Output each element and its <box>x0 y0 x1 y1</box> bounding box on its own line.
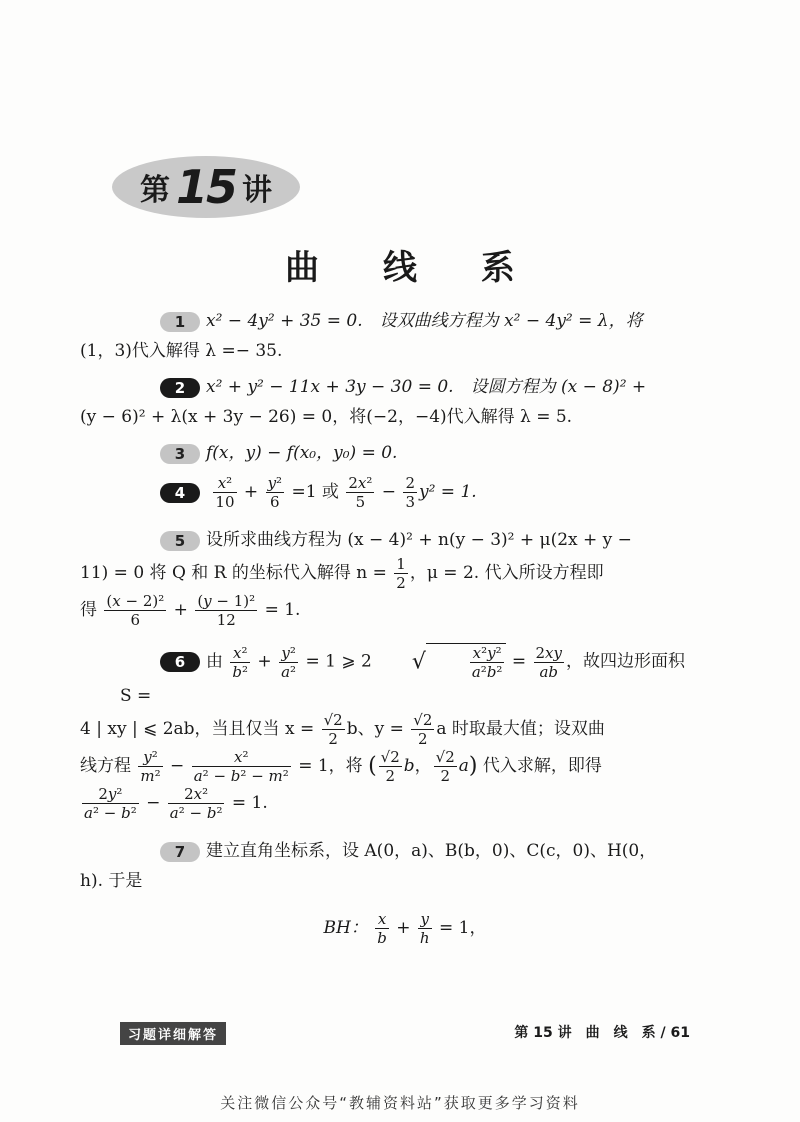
problem-2: 2 x² + y² − 11x + 3y − 30 = 0. 设圆方程为 (x − 8)² + (y − 6)² + λ(x + 3y − 26) = 0，将(−2，−4)代入解得 λ = 5. <box>80 377 647 427</box>
solutions-content <box>80 306 690 953</box>
lecture-title: 曲 线 系 <box>285 248 541 288</box>
footer-page-info: 第 15 讲 曲 线 系 / 61 <box>514 1025 690 1041</box>
problem-3: 3 f(x，y) − f(x₀，y₀) = 0. <box>120 438 690 468</box>
chapter-badge <box>112 156 300 218</box>
chapter-number: 15 <box>175 160 236 214</box>
problem-number-badge: 7 <box>160 842 200 862</box>
problem-number-badge: 3 <box>160 444 200 464</box>
watermark-text: 关注微信公众号“教辅资料站”获取更多学习资料 <box>220 1094 580 1112</box>
problem-7: 7 建立直角坐标系，设 A(0，a)、B(b，0)、C(c，0)、H(0， h). 于是 BH： $\frac{x}{b}$ + $\frac{y}{h}$ = 1， <box>80 841 657 947</box>
problem-number-badge: 1 <box>160 312 200 332</box>
footer-section-label: 习题详细解答 <box>120 1022 226 1045</box>
chapter-prefix: 第 <box>139 173 170 208</box>
chapter-suffix: 讲 <box>242 173 272 208</box>
problem-number-badge: 4 <box>160 483 200 503</box>
problem-number-badge: 2 <box>160 378 200 398</box>
problem-1: 1 x² − 4y² + 35 = 0. 设双曲线方程为 x² − 4y² = λ，将 (1，3)代入解得 λ =− 35. <box>80 311 643 361</box>
problem-number-badge: 6 <box>160 652 200 672</box>
problem-4: 4 $\frac{\text{x²}}{10}$ + $\frac{\text{y²}}{6}$ =1 或 $\frac{\text{2x²}}{5}$ − $\frac{2}{3}$ y² = 1. <box>120 474 690 511</box>
problem-number-badge: 5 <box>160 531 200 551</box>
problem-5: 5 设所求曲线方程为 (x − 4)² + n(y − 3)² + μ(2x + y − 11) = 0 将 Q 和 R 的坐标代入解得 n = $\frac{1}{2}$ ，μ = 2. 代入所设方程即 得 $\frac{\text{(x − 2)²}}{6}$ + $\frac{\text{(y − 1)²}}{12}$ = 1. <box>80 530 632 629</box>
problem-6: 6 由 $\frac{\text{x²}}{\text{b²}}$ + $\frac{\text{y²}}{\text{a²}}$ = 1 ⩾ 2 √ $\frac{\text{x²y²}}{\text{a²b²}}$ = $\frac{2xy}{ab}$ ，故四边形面积 S = 4 | xy | ⩽ 2ab，当且仅当 x = $\frac{√2}{2}$ b、y = $\frac{√2}{2}$ a 时取最大值；设双曲 线方程 $\frac{\text{y²}}{\text{m²}}$ − $\frac{\text{x²}}{\text{a² − b² − m²}}$ = 1，将 ( $\frac{√2}{2}$ b， $\frac{√2}{2}$ a) 代入求解，即得 $\frac{\text{2y²}}{\text{a² − b²}}$ − $\frac{\text{2x²}}{\text{a² − b²}}$ = 1. <box>80 643 685 822</box>
